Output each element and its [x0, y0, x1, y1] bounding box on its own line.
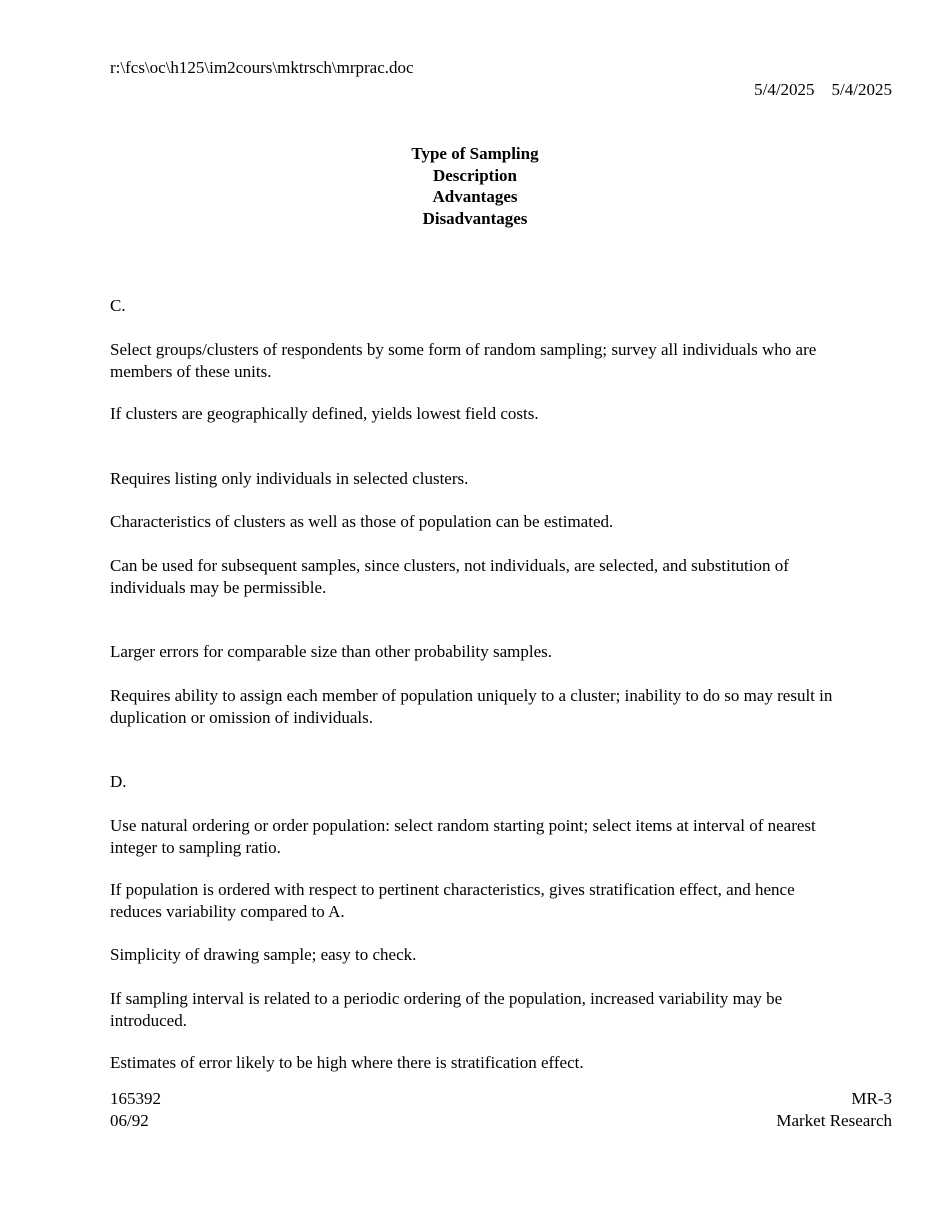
section-d-advantage-2: Simplicity of drawing sample; easy to check.	[110, 945, 417, 964]
title-advantages: Advantages	[432, 187, 518, 207]
header-dates	[754, 79, 892, 101]
section-c-advantage-2: Requires listing only individuals in selected clusters.	[110, 469, 469, 488]
footer-doc-number: 165392	[110, 1089, 161, 1108]
footer-right	[776, 1088, 892, 1131]
section-c-advantage-1: If clusters are geographically defined, yields lowest field costs.	[110, 404, 539, 423]
section-d-description: Use natural ordering or order population: select random starting point; select items at interval of nearest integer to sampling ratio.	[110, 816, 816, 857]
footer-page-code: MR-3	[851, 1089, 892, 1108]
title-block	[0, 143, 950, 229]
section-c-advantage-4: Can be used for subsequent samples, since clusters, not individuals, are selected, and substitution of individuals may be permissible.	[110, 556, 789, 597]
section-d-disadvantage-1: If sampling interval is related to a periodic ordering of the population, increased variability may be introduced.	[110, 989, 783, 1030]
footer-section-name: Market Research	[776, 1110, 892, 1130]
title-disadvantages: Disadvantages	[422, 208, 528, 228]
file-path: r:\fcs\oc\h125\im2cours\mktrsch\mrprac.doc	[110, 58, 414, 77]
footer-left	[110, 1088, 161, 1131]
footer-doc-date: 06/92	[110, 1110, 149, 1130]
title-description: Description	[432, 165, 518, 185]
header-date-1: 5/4/2025	[754, 80, 815, 99]
section-d-advantage-1: If population is ordered with respect to pertinent characteristics, gives stratification effect, and hence reduces variability compared to A.	[110, 880, 795, 921]
section-c-advantage-3: Characteristics of clusters as well as those of population can be estimated.	[110, 512, 614, 531]
section-c-disadvantage-1: Larger errors for comparable size than other probability samples.	[110, 642, 552, 661]
title-type-of-sampling: Type of Sampling	[411, 144, 539, 163]
section-c-description: Select groups/clusters of respondents by some form of random sampling; survey all individuals who are members of these units.	[110, 340, 817, 381]
header-date-2: 5/4/2025	[831, 80, 892, 99]
section-d-disadvantage-2: Estimates of error likely to be high where there is stratification effect.	[110, 1053, 584, 1072]
section-d-label: D.	[110, 772, 127, 791]
section-c-label: C.	[110, 296, 126, 315]
section-c-disadvantage-2: Requires ability to assign each member of population uniquely to a cluster; inability to do so may result in duplication or omission of individuals.	[110, 686, 833, 727]
